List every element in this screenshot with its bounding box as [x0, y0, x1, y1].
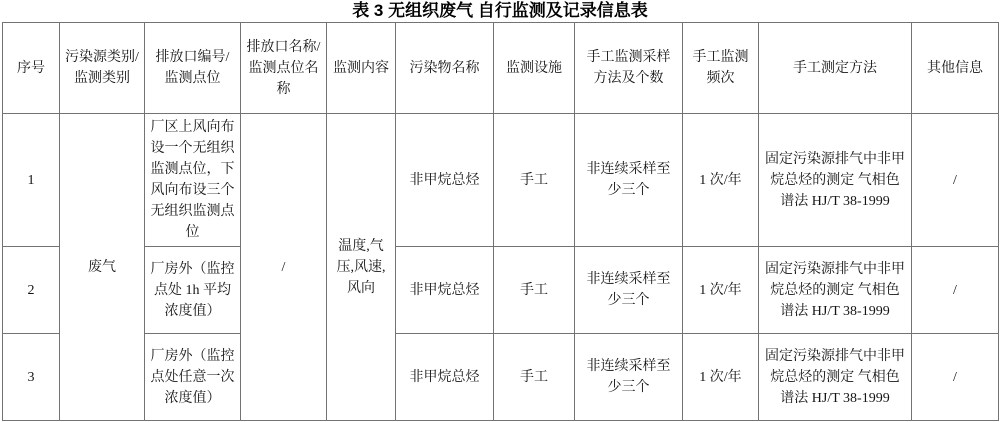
header-sampling-method: 手工监测采样方法及个数 — [575, 23, 683, 114]
cell-seq: 2 — [3, 247, 60, 334]
cell-measure-method: 固定污染源排气中非甲烷总烃的测定 气相色谱法 HJ/T 38-1999 — [759, 114, 912, 247]
cell-measure-method: 固定污染源排气中非甲烷总烃的测定 气相色谱法 HJ/T 38-1999 — [759, 247, 912, 334]
cell-facility: 手工 — [494, 334, 575, 421]
cell-other-info: / — [912, 114, 999, 247]
cell-seq: 1 — [3, 114, 60, 247]
cell-facility: 手工 — [494, 247, 575, 334]
cell-sampling-method: 非连续采样至少三个 — [575, 334, 683, 421]
cell-facility: 手工 — [494, 114, 575, 247]
cell-pollutant: 非甲烷总烃 — [396, 334, 494, 421]
cell-pollutant: 非甲烷总烃 — [396, 114, 494, 247]
header-outlet-name: 排放口名称/监测点位名称 — [241, 23, 327, 114]
cell-source-type: 废气 — [60, 114, 145, 421]
monitoring-info-table — [2, 22, 999, 421]
cell-monitoring-point: 厂房外（监控点处 1h 平均浓度值） — [145, 247, 241, 334]
cell-seq: 3 — [3, 334, 60, 421]
cell-sampling-method: 非连续采样至少三个 — [575, 247, 683, 334]
header-frequency: 手工监测频次 — [683, 23, 759, 114]
cell-other-info: / — [912, 247, 999, 334]
header-measure-method: 手工测定方法 — [759, 23, 912, 114]
header-source-type: 污染源类别/监测类别 — [60, 23, 145, 114]
header-monitor-content: 监测内容 — [327, 23, 396, 114]
table-row — [3, 247, 999, 334]
cell-frequency: 1 次/年 — [683, 114, 759, 247]
header-pollutant: 污染物名称 — [396, 23, 494, 114]
cell-measure-method: 固定污染源排气中非甲烷总烃的测定 气相色谱法 HJ/T 38-1999 — [759, 334, 912, 421]
cell-frequency: 1 次/年 — [683, 247, 759, 334]
cell-sampling-method: 非连续采样至少三个 — [575, 114, 683, 247]
header-monitoring-point: 排放口编号/监测点位 — [145, 23, 241, 114]
cell-other-info: / — [912, 334, 999, 421]
header-row — [3, 23, 999, 114]
table-title: 表 3 无组织废气 自行监测及记录信息表 — [352, 1, 648, 20]
cell-outlet-name: / — [241, 114, 327, 421]
header-facility: 监测设施 — [494, 23, 575, 114]
table-row — [3, 334, 999, 421]
cell-monitor-content: 温度,气压,风速,风向 — [327, 114, 396, 421]
cell-pollutant: 非甲烷总烃 — [396, 247, 494, 334]
header-other-info: 其他信息 — [912, 23, 999, 114]
header-seq: 序号 — [3, 23, 60, 114]
cell-monitoring-point: 厂房外（监控点处任意一次浓度值） — [145, 334, 241, 421]
table-row — [3, 114, 999, 247]
cell-frequency: 1 次/年 — [683, 334, 759, 421]
cell-monitoring-point: 厂区上风向布设一个无组织监测点位，下风向布设三个无组织监测点位 — [145, 114, 241, 247]
